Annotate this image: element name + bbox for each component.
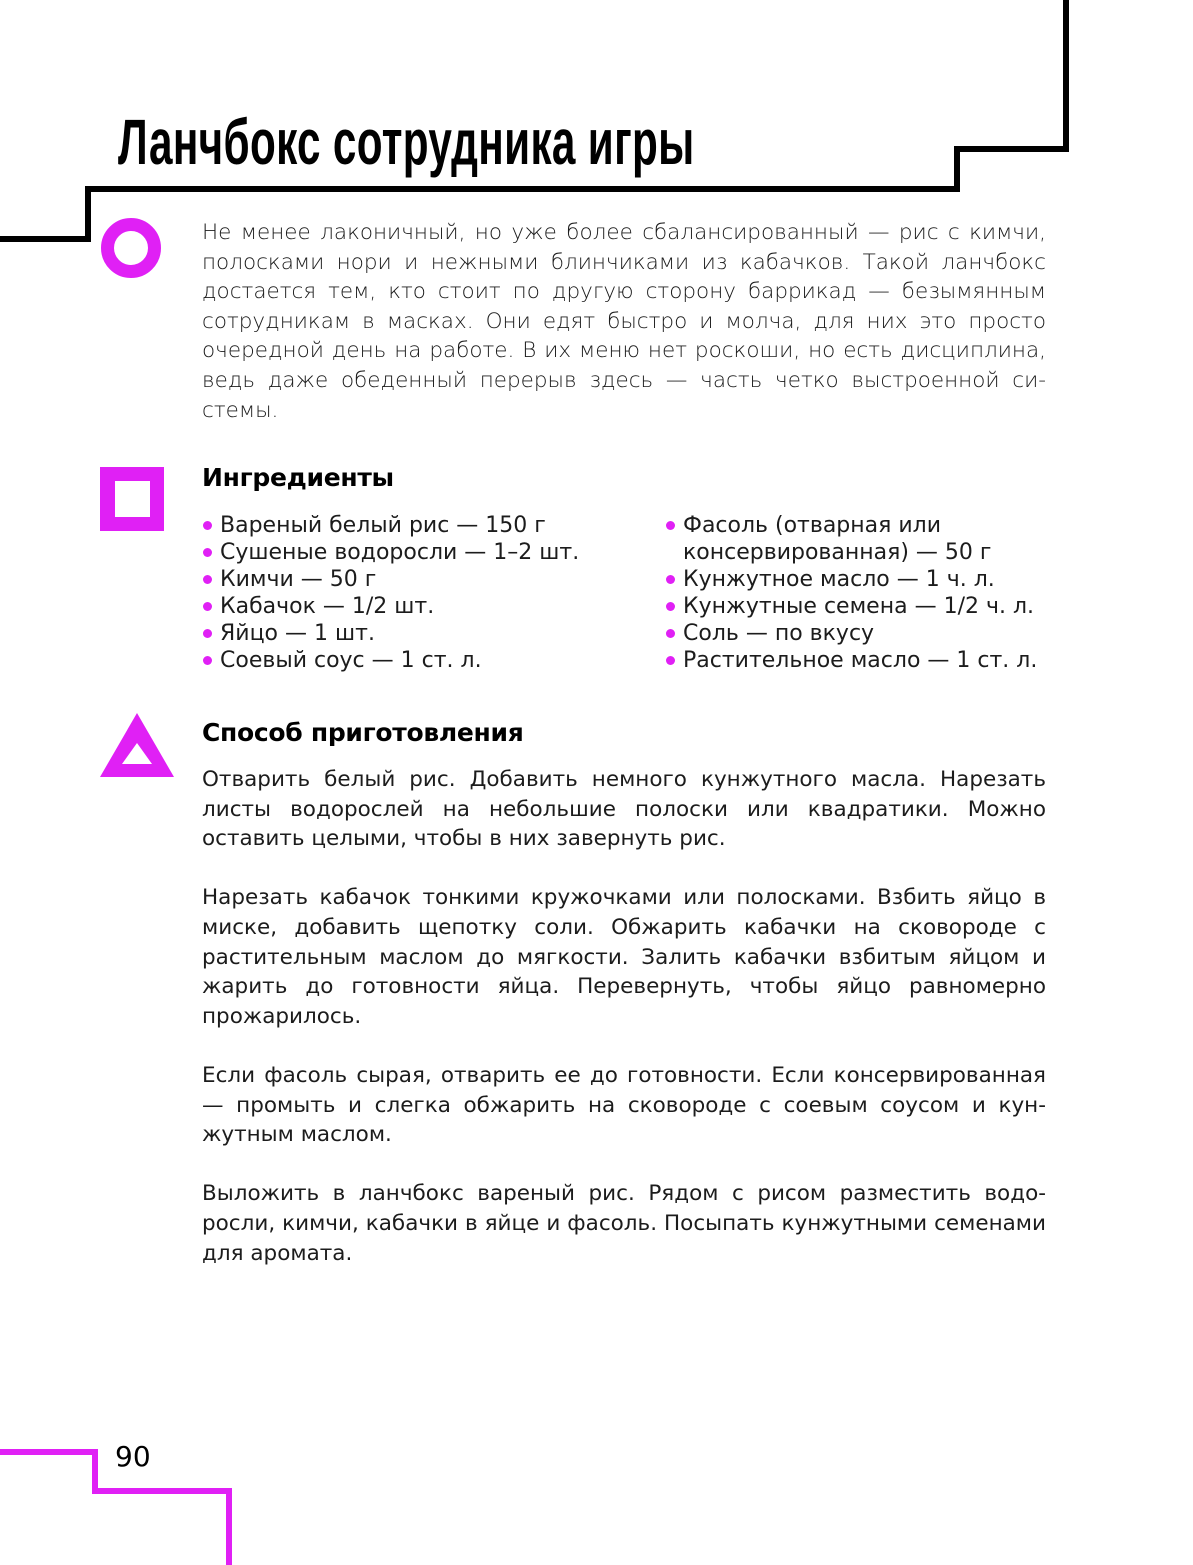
ingredient-item: Кунжутные семена — 1/2 ч. л.	[665, 593, 1055, 620]
method-heading: Способ приготовления	[202, 718, 524, 747]
bullet-dot-icon	[203, 602, 212, 611]
page-number: 90	[115, 1440, 151, 1473]
page-title: Ланчбокс сотрудника игры	[118, 106, 695, 178]
ingredients-heading: Ингредиенты	[202, 463, 394, 492]
ingredient-item: Соевый соус — 1 ст. л.	[202, 647, 642, 674]
ingredient-item: Растительное масло — 1 ст. л.	[665, 647, 1055, 674]
bullet-dot-icon	[666, 629, 675, 638]
bullet-dot-icon	[203, 629, 212, 638]
bullet-dot-icon	[666, 575, 675, 584]
bullet-dot-icon	[203, 548, 212, 557]
bullet-dot-icon	[666, 656, 675, 665]
ingredient-item: Сушеные водоросли — 1–2 шт.	[202, 539, 642, 566]
ingredient-item: Вареный белый рис — 150 г	[202, 512, 642, 539]
method-step-paragraph: Если фасоль сырая, отварить ее до готовности. Если консервированная — промыть и слегка обжарить на сковороде с соевым соусом и кунжутным маслом.	[202, 1062, 1046, 1148]
bullet-dot-icon	[203, 521, 212, 530]
ingredient-item: Кабачок — 1/2 шт.	[202, 593, 642, 620]
intro-paragraph: Не менее лаконичный, но уже более сбалансированный — рис с кимчи, полосками нори и нежными блинчиками из кабачков. Такой ланчбокс достается тем, кто стоит по другую сторону баррикад — безымянным сотрудникам в масках. Они едят быстро и молча, для них это просто очередной день на работе. В их меню нет роскоши, но есть дисциплина, ведь даже обеденный перерыв здесь — часть четко выстроенной системы.	[202, 220, 1046, 423]
circle-icon	[108, 225, 155, 272]
method-step-paragraph: Нарезать кабачок тонкими кружочками или полосками. Взбить яйцо в миске, добавить щепотку соли. Обжарить кабачки на сковороде с растительным маслом до мягкости. Залить кабачки взбитым яйцом и жарить до готовности яйца. Перевернуть, чтобы яйцо равномерно прожарилось.	[202, 885, 1046, 1029]
ingredient-item: Соль — по вкусу	[665, 620, 1055, 647]
ingredients-list-right	[665, 512, 1055, 674]
method-step-paragraph: Отварить белый рис. Добавить немного кунжутного масла. Нарезать листы водорослей на небольшие полоски или квадратики. Можно оставить целыми, чтобы в них завернуть рис.	[202, 767, 1046, 852]
ingredients-list-left	[202, 512, 642, 674]
ingredient-item: Яйцо — 1 шт.	[202, 620, 642, 647]
square-icon	[100, 467, 164, 531]
triangle-icon	[100, 713, 174, 777]
bullet-dot-icon	[203, 656, 212, 665]
method-step-paragraph: Выложить в ланчбокс вареный рис. Рядом с рисом разместить водоросли, кимчи, кабачки в яйце и фасоль. Посыпать кунжутными семенами для аромата.	[202, 1181, 1046, 1266]
ingredient-item: Кунжутное масло — 1 ч. л.	[665, 566, 1055, 593]
method-steps	[202, 765, 1046, 1298]
ingredient-item: Фасоль (отварная или консервированная) — 50 г	[665, 512, 1055, 566]
ingredient-item: Кимчи — 50 г	[202, 566, 642, 593]
bullet-dot-icon	[203, 575, 212, 584]
bullet-dot-icon	[666, 602, 675, 611]
bullet-dot-icon	[666, 521, 675, 530]
